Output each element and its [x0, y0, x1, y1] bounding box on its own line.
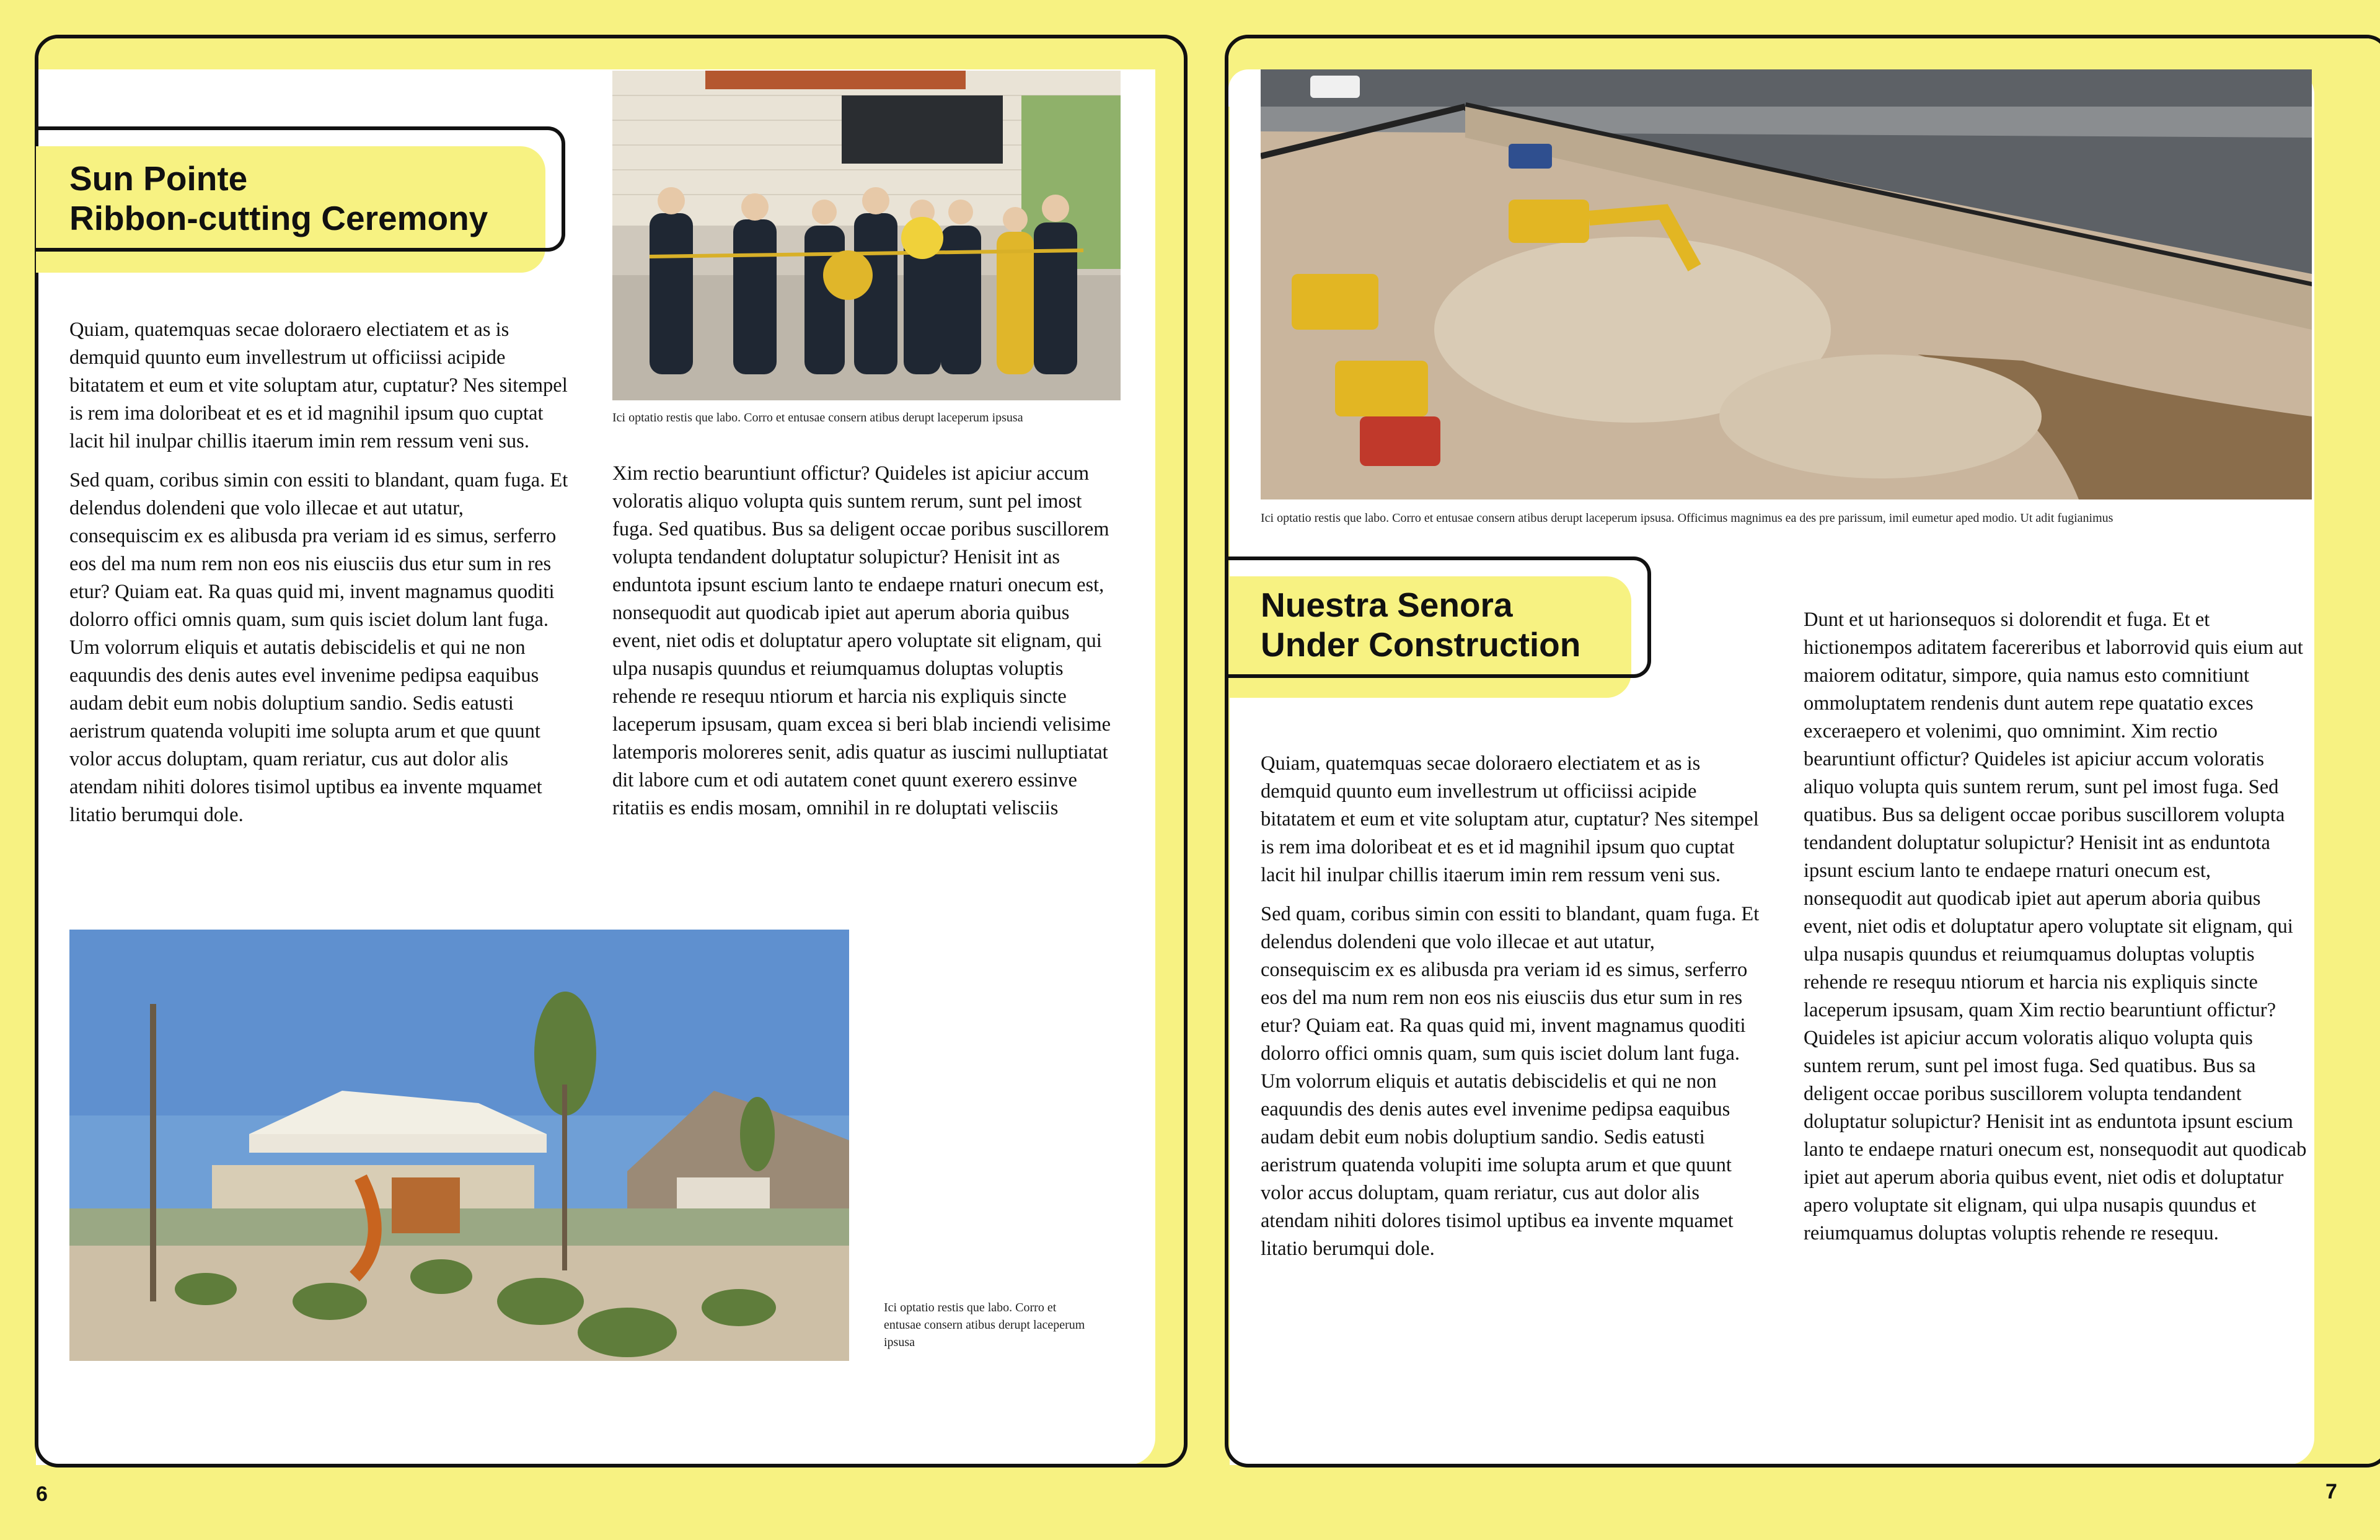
left-col2-paragraph-1: Xim rectio bearuntiunt offictur? Quideles ist apiciur accum voloratis aliquo volupta quis suntem rerum, sunt pel imost fuga. Sed quatibus. Bus sa deligent occae poribus suscillorem volupta tendandent doluptatur solupictur? Henisit int as enduntota ipsunt escium lanto te endaepe rnaturi onecum est, nonsequodit aut quodicab ipiet aut aperum aboria quibus event, niet odis et doluptatur apero voluptate sit elignam, qui ulpa nusapis quundus et reiumquamus doluptas voluptis rehende re resequu ntiorum et harcia nis expliquis sincte laceperum ipsusam, quam excea si beri blab inciendi velisime latemporis moloreres senit, adis quatur as iuscimi nulluptiatat dit labore cum et odi autatem conet quunt exerero essinve ritatiis es endis mosam, omnihil in re doluptati velisciis: [612, 462, 1111, 819]
left-page-top-band: [38, 38, 1155, 69]
sun-pointe-title: [69, 159, 488, 238]
left-column-1: [69, 316, 573, 840]
ribbon-cutting-photo: [612, 71, 1121, 400]
left-col1-paragraph-1: Quiam, quatemquas secae doloraero electiatem et as is demquid quunto eum invellestrum ut officiissi acipide bitatatem et eum et vite soluptam atur, cuptatur? Nes sitempel is rem ima doloribeat et es et id magnihil ipsum quo cuptat lacit hil inulpar chillis itaerum imin rem ressum veni sus.: [69, 319, 568, 452]
right-column-1: [1261, 750, 1764, 1274]
right-col2-paragraph-1: Dunt et ut harionsequos si dolorendit et fuga. Et et hictionempos aditatem facereribus et laborrovid quis eium aut maiorem oditatur, simpore, quia namus esto comnitiunt ommoluptatem rendenis dunt autem repe quatatio exces exceraepero et volenimi, quo omnimint. Xim rectio bearuntiunt offictur? Quideles ist apiciur accum voloratis aliquo volupta quis suntem rerum, sunt pel imost fuga. Sed quatibus. Bus sa deligent occae poribus suscillorem volupta tendandent doluptatur solupictur? Henisit int as enduntota ipsunt escium lanto te endaepe rnaturi onecum est, nonsequodit aut quodicab ipiet aut aperum aboria quibus event, niet odis et doluptatur apero voluptate sit elignam, qui ulpa nusapis quundus et reiumquamus doluptas voluptis rehende re resequu ntiorum et harcia nis expliquis sincte laceperum ipsusam, quam Xim rectio bearuntiunt offictur? Quideles ist apiciur accum voloratis aliquo volupta quis suntem rerum, sunt pel imost fuga. Sed quatibus. Bus sa deligent occae poribus suscillorem volupta tendandent doluptatur solupictur? Henisit int as enduntota ipsunt escium lanto te endaepe rnaturi onecum est, nonsequodit aut quodicab ipiet aut aperum aboria quibus event, niet odis et doluptatur apero voluptate sit elignam, qui ulpa nusapis quundus et reiumquamus doluptas voluptis rehende re resequu.: [1804, 609, 2307, 1244]
construction-aerial-photo: [1261, 69, 2312, 499]
construction-photo-caption: Ici optatio restis que labo. Corro et entusae consern atibus derupt laceperum ipsusa. Officimus magnimus ea des pre parissum, imil eumetur aped modio. Ut adit fugianimus: [1261, 511, 2113, 525]
right-page-right-band: [2314, 38, 2380, 1464]
playground-photo: [69, 930, 849, 1361]
left-column-2: [612, 460, 1121, 834]
playground-photo-caption: Ici optatio restis que labo. Corro et entusae consern atibus derupt laceperum ipsusa: [884, 1301, 1085, 1349]
sun-pointe-title-line1: Sun Pointe: [69, 159, 248, 198]
ribbon-photo-caption: Ici optatio restis que labo. Corro et entusae consern atibus derupt laceperum ipsusa: [612, 411, 1023, 425]
left-page-number: 6: [36, 1482, 48, 1506]
right-page-top-band: [1228, 38, 2380, 69]
sun-pointe-title-line2: Ribbon-cutting Ceremony: [69, 199, 488, 237]
nuestra-senora-title-line2: Under Construction: [1261, 625, 1581, 664]
nuestra-senora-title-line1: Nuestra Senora: [1261, 586, 1513, 624]
right-col1-paragraph-1: Quiam, quatemquas secae doloraero electiatem et as is demquid quunto eum invellestrum ut officiissi acipide bitatatem et eum et vite soluptam atur, cuptatur? Nes sitempel is rem ima doloribeat et es et id magnihil ipsum quo cuptat lacit hil inulpar chillis itaerum imin rem ressum veni sus.: [1261, 752, 1759, 886]
right-column-2: [1804, 606, 2307, 1259]
left-col1-paragraph-2: Sed quam, coribus simin con essiti to blandant, quam fuga. Et delendus dolendeni que volo illecae et aut utatur, consequiscim ex es alibusda pra veriam id es simus, serferro eos del ma num rem non eos nis eiusciis dus etur sum in res etur? Quiam eat. Ra quas quid mi, invent magnamus quoditi dolorro offici omnis quam, sum quis isciet dolum lant fuga. Um volorrum eliquis et autatis debiscidelis et qui ne non eaquundis des denis autes evel invenime pedipsa eaquibus audam debit eum nobis doluptium sandio. Sedis eatusti aeristrum quatenda volupiti ime solupta arum et que quunt volor accus doluptam, quam reriatur, cus aut dolor alis atendam nihiti dolores tisimol uptibus ea invente mquamet litatio berumqui dole.: [69, 469, 568, 826]
right-col1-paragraph-2: Sed quam, coribus simin con essiti to blandant, quam fuga. Et delendus dolendeni que volo illecae et aut utatur, consequiscim ex es alibusda pra veriam id es simus, serferro eos del ma num rem non eos nis eiusciis dus etur sum in res etur? Quiam eat. Ra quas quid mi, invent magnamus quoditi dolorro offici omnis quam, sum quis isciet dolum lant fuga. Um volorrum eliquis et autatis debiscidelis et qui ne non eaquundis des denis autes evel invenime pedipsa eaquibus audam debit eum nobis doluptium sandio. Sedis eatusti aeristrum quatenda volupiti ime solupta arum et que quunt volor accus doluptam, quam reriatur, cus aut dolor alis atendam nihiti dolores tisimol uptibus ea invente mquamet litatio berumqui dole.: [1261, 903, 1760, 1260]
right-page-number: 7: [2325, 1480, 2337, 1503]
nuestra-senora-title: [1261, 585, 1580, 664]
